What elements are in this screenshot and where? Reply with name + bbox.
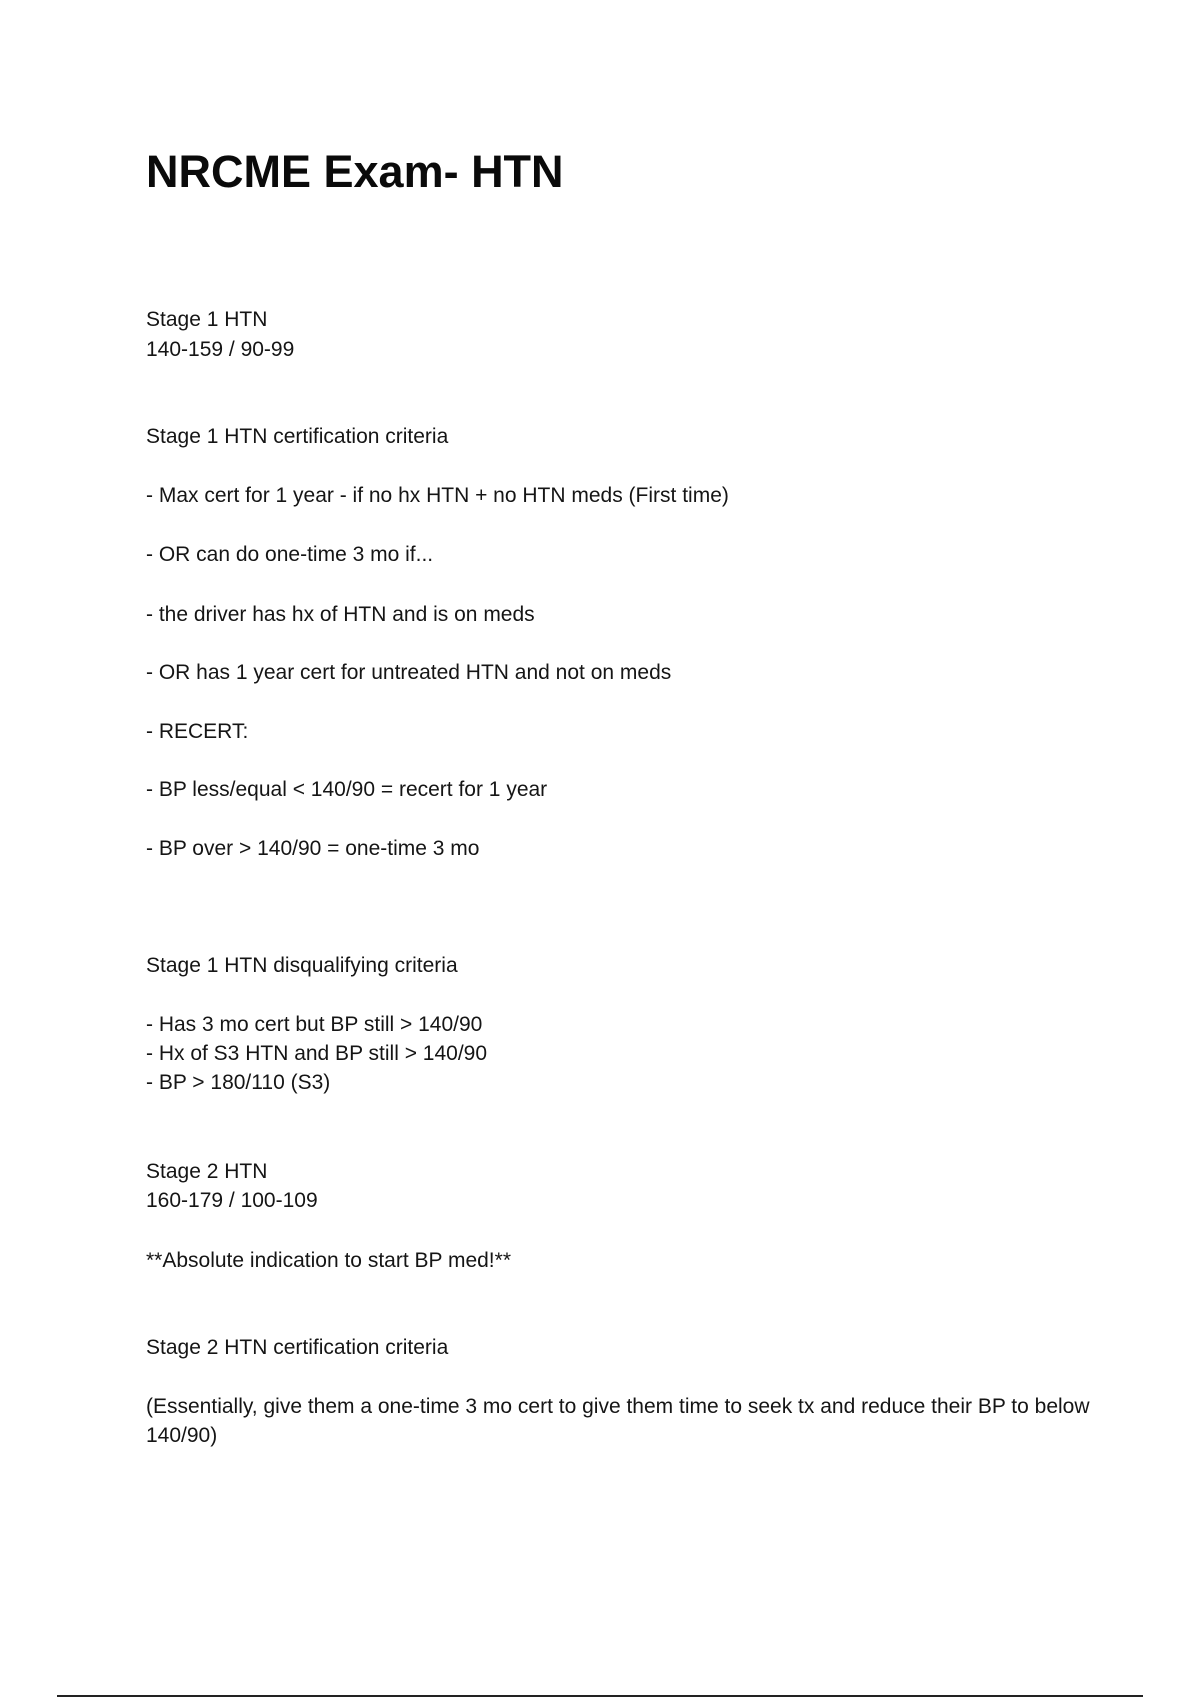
stage1-cert-item: - BP over > 140/90 = one-time 3 mo (146, 837, 480, 860)
stage1-cert-item: - RECERT: (146, 720, 249, 743)
stage1-cert-heading: Stage 1 HTN certification criteria (146, 425, 449, 448)
stage1-disq-heading: Stage 1 HTN disqualifying criteria (146, 954, 458, 977)
stage1-disq-item: - BP > 180/110 (S3) (146, 1071, 331, 1094)
stage1-cert-item: - BP less/equal < 140/90 = recert for 1 year (146, 778, 548, 801)
stage1-cert-item: - Max cert for 1 year - if no hx HTN + no HTN meds (First time) (146, 484, 729, 507)
stage1-heading: Stage 1 HTN (146, 308, 268, 331)
footer-divider (57, 1695, 1143, 1697)
stage2-note: **Absolute indication to start BP med!** (146, 1249, 511, 1272)
stage1-cert-item: - OR can do one-time 3 mo if... (146, 543, 434, 566)
stage2-heading: Stage 2 HTN (146, 1160, 268, 1183)
stage2-cert-heading: Stage 2 HTN certification criteria (146, 1336, 449, 1359)
stage1-range: 140-159 / 90-99 (146, 338, 295, 361)
page-title: NRCME Exam- HTN (146, 146, 564, 197)
stage2-range: 160-179 / 100-109 (146, 1189, 318, 1212)
stage2-cert-text: (Essentially, give them a one-time 3 mo cert to give them time to seek tx and reduce their BP to below 140/90) (146, 1395, 1090, 1447)
stage1-disq-item: - Has 3 mo cert but BP still > 140/90 (146, 1013, 483, 1036)
stage1-disq-item: - Hx of S3 HTN and BP still > 140/90 (146, 1042, 488, 1065)
stage1-cert-item: - OR has 1 year cert for untreated HTN and not on meds (146, 661, 672, 684)
stage1-cert-item: - the driver has hx of HTN and is on meds (146, 603, 535, 626)
